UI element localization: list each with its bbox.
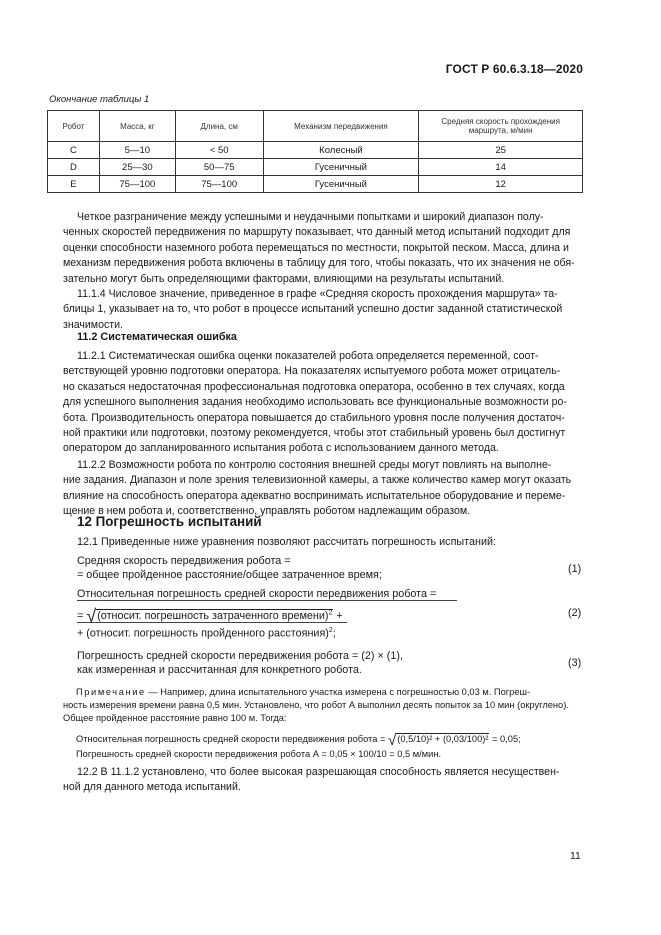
equation-3-number: (3) — [568, 657, 582, 669]
text-line: оператором до запланированного испытания робота с использованием данного метода. — [63, 442, 499, 455]
table-cell: 12 — [419, 176, 583, 193]
page-number: 11 — [570, 850, 581, 862]
paragraph-11-1-4 — [63, 287, 584, 333]
paragraph-12-1: 12.1 Приведенные ниже уравнения позволяют рассчитать погрешность испытаний: — [77, 536, 497, 548]
text-line: зательно могут быть определяющими факторами, влияющими на результаты испытаний. — [63, 272, 505, 285]
equation-2-separator — [77, 600, 457, 601]
table-cell: Колесный — [263, 142, 419, 159]
text-line: бота. Производительность оператора повышается до стабильного уровня после получения достаточ- — [63, 411, 565, 424]
table-cell: C — [48, 142, 100, 159]
text-line: для успешного выполнения задания необходимо использовать все функциональные возможности ро- — [63, 396, 567, 409]
paragraph-p1 — [63, 210, 584, 287]
table-row — [48, 176, 583, 193]
text-line: ченных скоростей передвижения по маршруту показывает, что данный метод испытаний подходит для — [63, 226, 571, 239]
text-line: ветствующей уровню подготовки оператора. На показателях испытуемого робота может отрицатель- — [63, 365, 561, 378]
equation-3-line1: Погрешность средней скорости передвижения робота = (2) × (1), — [77, 650, 403, 662]
table-cell: Гусеничный — [263, 159, 419, 176]
table-cell: < 50 — [175, 142, 263, 159]
text-line: Погрешность средней скорости передвижения робота А = 0,05 × 100/10 = 0,5 м/мин. — [76, 749, 442, 759]
text-line: влияние на способность оператора адекватно воспринимать испытательное оборудование и переме- — [63, 489, 566, 502]
equation-2-line1: Относительная погрешность средней скорости передвижения робота = — [77, 588, 437, 600]
text-line: 11.1.4 Числовое значение, приведенное в графе «Средняя скорость прохождения маршрута» та- — [77, 288, 558, 300]
data-table — [47, 110, 583, 193]
note-block — [63, 686, 584, 725]
equation-1-number: (1) — [568, 563, 582, 575]
eq2-term2-text: + (относит. погрешность пройденного расстояния) — [77, 627, 329, 640]
col-header-mechanism: Механизм передвижения — [263, 111, 419, 142]
equation-2-separator — [77, 622, 347, 623]
table-cell: 5—10 — [99, 142, 175, 159]
col-header-robot: Робот — [48, 111, 100, 142]
table-caption: Окончание таблицы 1 — [49, 94, 150, 105]
table-cell: D — [48, 159, 100, 176]
text-line — [63, 686, 584, 699]
table-cell: 14 — [419, 159, 583, 176]
document-header: ГОСТ Р 60.6.3.18—2020 — [445, 62, 583, 76]
text-line: ние задания. Диапазон и поле зрения телевизионной камеры, а также количество камер могут оказать — [63, 474, 572, 487]
col-header-mass: Масса, кг — [99, 111, 175, 142]
note-label: Примечание — [76, 687, 146, 697]
table-cell: 75—100 — [99, 176, 175, 193]
table-row — [48, 142, 583, 159]
equation-2-term1: = √(относит. погрешность затраченного времени)$^2$ + — [77, 603, 343, 624]
text-line: ной практики или подготовки, поэтому рекомендуется, чтобы этот стабильный уровень был достигнут — [63, 427, 566, 440]
calc1-result: = 0,05; — [489, 734, 521, 744]
paragraph-12-2 — [63, 765, 584, 796]
section-heading-12: 12 Погрешность испытаний — [77, 514, 262, 529]
text-line: ной для данного метода испытаний. — [63, 781, 241, 794]
sqrt-icon: √(относит. погрешность затраченного времени)$^2$ — [86, 606, 333, 626]
table-cell: 50—75 — [175, 159, 263, 176]
text-line: Четкое разграничение между успешными и неудачными попытками и широкий диапазон полу- — [77, 211, 544, 223]
table-cell: 25—30 — [99, 159, 175, 176]
equation-3-line2: как измеренная и рассчитанная для конкретного робота. — [77, 664, 362, 676]
text-line: 11.2.1 Систематическая ошибка оценки показателей робота определяется переменной, соот- — [77, 350, 539, 362]
text-line: ность измерения времени равна 0,5 мин. Установлено, что робот А выполнил десять попыток за 10 мин (округлено). — [63, 700, 569, 710]
equation-1-line2: = общее пройденное расстояние/общее затраченное время; — [77, 569, 382, 581]
table-cell: E — [48, 176, 100, 193]
paragraph-11-2-1 — [63, 349, 584, 457]
col-header-length: Длина, см — [175, 111, 263, 142]
table-cell: Гусеничный — [263, 176, 419, 193]
calc1-text: Относительная погрешность средней скорости передвижения робота = — [76, 734, 386, 744]
eq2-exp1: 2 — [328, 609, 333, 617]
table-row — [48, 159, 583, 176]
section-heading-11-2: 11.2 Систематическая ошибка — [77, 331, 237, 343]
text-line — [63, 731, 584, 749]
paragraph-11-2-2 — [63, 458, 584, 520]
text-line: Общее пройденное расстояние равно 100 м. Тогда: — [63, 713, 287, 723]
calc-line-1 — [63, 731, 584, 749]
table-header-row — [48, 111, 583, 142]
table-cell: 25 — [419, 142, 583, 159]
text-line: значимости. — [63, 318, 123, 331]
text-line: блицы 1, указывает на то, что робот в процессе испытаний успешно достиг заданной статистической — [63, 303, 563, 316]
text-line: оценки способности наземного робота перемещаться по местности, покрытой песком. Масса, длина и — [63, 241, 569, 254]
equation-2-term2: + (относит. погрешность пройденного расстояния)$^2$; — [77, 627, 336, 640]
text-line: механизм передвижения робота включены в таблицу для того, чтобы показать, что их значения не обя- — [63, 257, 575, 270]
text-line: 11.2.2 Возможности робота по контролю состояния внешней среды могут повлиять на выполне- — [77, 459, 552, 471]
note-text: — Например, длина испытательного участка измерена с погрешностью 0,03 м. Погреш- — [145, 687, 531, 697]
text-line: щение в нем робота и, соответственно, управлять роботом надлежащим образом. — [63, 505, 471, 518]
table-cell: 75—100 — [175, 176, 263, 193]
calc1-formula: (0,5/10)² + (0,03/100)² — [397, 734, 489, 744]
eq2-term1-text: (относит. погрешность затраченного времени) — [97, 610, 329, 622]
text-line: но сказаться недостаточная профессиональная подготовка оператора, особенно в тех случаях, когда — [63, 380, 565, 393]
eq2-exp2: 2 — [328, 627, 333, 634]
equation-1-line1: Средняя скорость передвижения робота = — [77, 555, 291, 567]
sqrt-icon: √(0,5/10)² + (0,03/100)² — [387, 732, 489, 749]
equation-2-number: (2) — [568, 607, 582, 619]
col-header-speed: Средняя скорость прохождения маршрута, м/мин — [419, 111, 583, 142]
text-line: 12.2 В 11.1.2 установлено, что более высокая разрешающая способность является несуществен- — [77, 766, 560, 778]
calc-line-2 — [63, 748, 584, 761]
